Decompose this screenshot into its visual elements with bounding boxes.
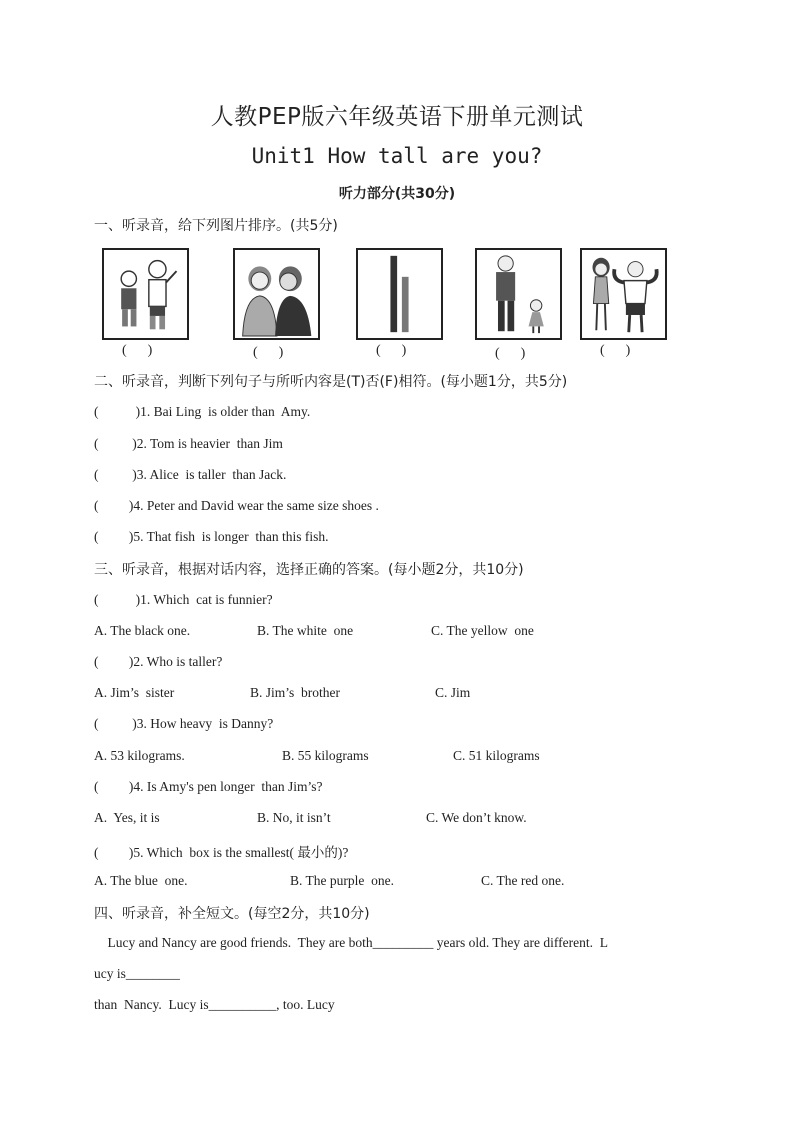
mc-option-c[interactable]: C. We don’t know. xyxy=(426,810,527,825)
mc-question[interactable]: ( )3. How heavy is Danny? xyxy=(94,716,274,731)
section-heading: 听力部分(共30分) xyxy=(338,186,456,202)
picture-4-answer[interactable]: ( ) xyxy=(495,346,526,361)
part4-heading: 四、听录音，补全短文。(每空2分，共10分) xyxy=(94,906,370,922)
page-title: 人教PEP版六年级英语下册单元测试 xyxy=(210,104,584,130)
mc-option-a[interactable]: A. 53 kilograms. xyxy=(94,748,185,763)
part3-heading: 三、听录音，根据对话内容，选择正确的答案。(每小题2分，共10分) xyxy=(94,562,524,578)
mc-option-b[interactable]: B. The purple one. xyxy=(290,873,394,888)
tf-item[interactable]: ( )1. Bai Ling is older than Amy. xyxy=(94,404,311,419)
two-boys-icon xyxy=(104,250,187,338)
woman-and-strongman-icon xyxy=(582,250,665,338)
mc-option-b[interactable]: B. The white one xyxy=(257,623,354,638)
mc-question[interactable]: ( )2. Who is taller? xyxy=(94,654,223,669)
picture-1-answer[interactable]: ( ) xyxy=(122,343,153,358)
mc-question[interactable]: ( )4. Is Amy's pen longer than Jim’s? xyxy=(94,779,323,794)
unit-title: Unit1 How tall are you? xyxy=(251,144,543,168)
mc-option-c[interactable]: C. The red one. xyxy=(481,873,565,888)
two-boys-picture xyxy=(102,248,189,340)
two-bars-icon xyxy=(358,250,441,338)
tf-item[interactable]: ( )4. Peter and David wear the same size shoes . xyxy=(94,498,379,513)
man-and-girl-picture xyxy=(475,248,562,340)
man-and-girl-icon xyxy=(477,250,560,338)
mc-option-c[interactable]: C. 51 kilograms xyxy=(453,748,540,763)
passage-line[interactable]: than Nancy. Lucy is__________, too. Lucy xyxy=(94,997,335,1012)
mc-question[interactable]: ( )5. Which box is the smallest( 最小的)? xyxy=(94,845,349,860)
two-women-icon xyxy=(235,250,318,338)
woman-and-strongman-picture xyxy=(580,248,667,340)
two-women-picture xyxy=(233,248,320,340)
part2-heading: 二、听录音，判断下列句子与所听内容是(T)否(F)相符。(每小题1分，共5分) xyxy=(94,374,568,390)
mc-option-b[interactable]: B. No, it isn’t xyxy=(257,810,331,825)
picture-3-answer[interactable]: ( ) xyxy=(376,343,407,358)
mc-option-c[interactable]: C. Jim xyxy=(435,685,471,700)
mc-option-c[interactable]: C. The yellow one xyxy=(431,623,534,638)
tf-item[interactable]: ( )2. Tom is heavier than Jim xyxy=(94,436,283,451)
mc-option-a[interactable]: A. The blue one. xyxy=(94,873,188,888)
tf-item[interactable]: ( )5. That fish is longer than this fish. xyxy=(94,529,329,544)
mc-option-a[interactable]: A. Jim’s sister xyxy=(94,685,175,700)
mc-option-a[interactable]: A. The black one. xyxy=(94,623,191,638)
picture-5-answer[interactable]: ( ) xyxy=(600,343,631,358)
mc-option-b[interactable]: B. Jim’s brother xyxy=(250,685,340,700)
picture-2-answer[interactable]: ( ) xyxy=(253,345,284,360)
tf-item[interactable]: ( )3. Alice is taller than Jack. xyxy=(94,467,287,482)
passage-line[interactable]: Lucy and Nancy are good friends. They are both_________ years old. They are different. L xyxy=(94,935,608,950)
mc-option-a[interactable]: A. Yes, it is xyxy=(94,810,160,825)
passage-line[interactable]: ucy is________ xyxy=(94,966,180,981)
two-bars-picture xyxy=(356,248,443,340)
mc-option-b[interactable]: B. 55 kilograms xyxy=(282,748,369,763)
mc-question[interactable]: ( )1. Which cat is funnier? xyxy=(94,592,273,607)
part1-heading: 一、听录音，给下列图片排序。(共5分) xyxy=(94,218,338,234)
